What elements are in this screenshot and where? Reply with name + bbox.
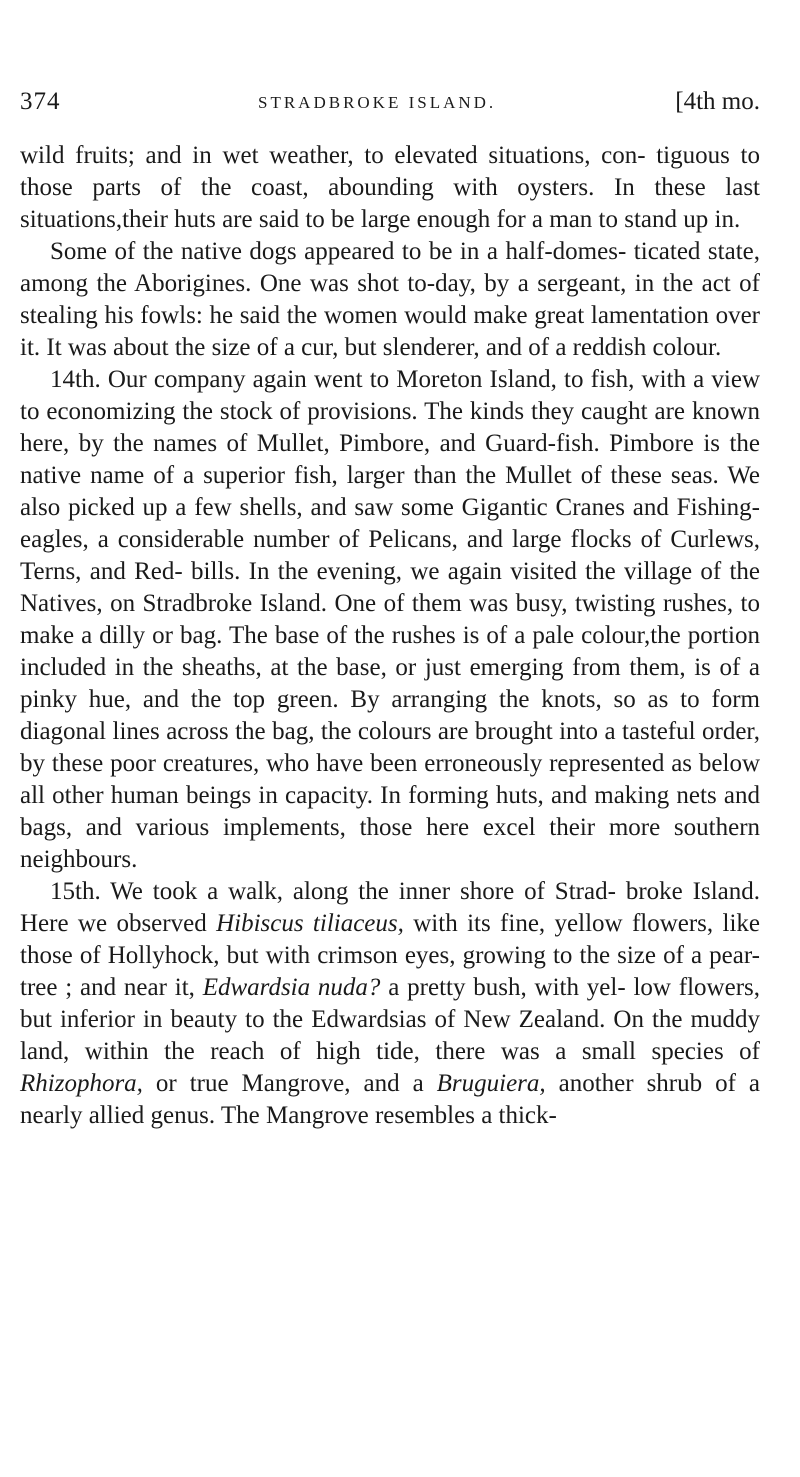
text-line: New Zealand. On the muddy land, within the reach [20, 1006, 761, 1065]
text-line: broke Island. Here we observed [20, 878, 760, 937]
page-number: 374 [20, 88, 61, 115]
text-line: In these last situations,their huts are said to be large enough [20, 174, 760, 233]
text-line: wild fruits; and in wet weather, to elevated situations, con- [20, 142, 646, 169]
text-line: capacity. In forming huts, and making nets and bags, and [20, 782, 760, 841]
text-line: the size of a cur, but slenderer, and of a reddish colour. [174, 334, 722, 361]
text-fragment: another shrub of a [545, 1070, 760, 1097]
text-line: Gigantic Cranes and Fishing-eagles, a considerable number [20, 494, 761, 553]
text-line: women would make great lamentation over it. It was about [20, 302, 761, 361]
text-line: diagonal lines across the bag, the colours are brought into [20, 718, 598, 745]
text-fragment: a pretty bush, with yel- [380, 974, 626, 1001]
paragraph [20, 236, 760, 364]
text-line: name of a superior fish, larger than the Mullet of these [90, 462, 662, 489]
paragraph [20, 876, 760, 1132]
text-line: and near it, [80, 974, 203, 1001]
text-line: erroneously represented as below all other human beings in [20, 750, 760, 809]
text-line: at the base, or just emerging from them, is of a pinky hue, [20, 654, 761, 713]
text-line: neighbours. [20, 846, 138, 873]
text-line: Some of the native dogs appeared to be in a half-domes- [50, 238, 627, 265]
species-name: Rhizophora, [20, 1070, 143, 1097]
text-line: Natives, on Stradbroke Island. One of them was busy, [20, 590, 568, 617]
page-header [20, 88, 760, 118]
text-line: for a man to stand up in. [496, 206, 741, 233]
running-head: STRADBROKE ISLAND. [258, 93, 497, 112]
species-name: Bruguiera, [436, 1070, 546, 1097]
species-name: Hibiscus tiliaceus, [216, 910, 404, 937]
paragraph [20, 364, 760, 876]
header-date: [4th mo. [675, 88, 760, 115]
text-line: 15th. We took a walk, along the inner shore of Strad- [50, 878, 616, 905]
text-line: nearly allied genus. The Mangrove resembles a thick- [20, 1102, 557, 1129]
text-line: fish, with a view to economizing the stock of provisions. [20, 366, 760, 425]
text-line: of Pelicans, and large flocks of Curlews, Terns, and Red- [20, 526, 760, 585]
text-line: rushes is of a pale colour,the portion included in the sheaths, [20, 622, 761, 681]
text-line: The kinds they caught are known here, by the names of [20, 398, 760, 457]
text-fragment: with [403, 910, 458, 937]
paragraph [20, 140, 760, 236]
text-line: Mullet, Pimbore, and Guard-fish. Pimbore is the native [20, 430, 760, 489]
text-line: or true Mangrove, and a [155, 1070, 437, 1097]
page-body [20, 140, 760, 1132]
text-line: various implements, those here excel their more southern [135, 814, 761, 841]
text-line: bills. In the evening, we again visited the village of the [191, 558, 761, 585]
text-line: tiguous to those parts of the coast, abounding with oysters. [20, 142, 760, 201]
text-line: seas. We also picked up a few shells, and saw some [20, 462, 761, 521]
text-line: of high tide, there was a small species of [279, 1038, 760, 1065]
text-line: a tasteful order, by these poor creatures, who have been [20, 718, 761, 777]
text-line: its fine, yellow flowers, like those of Hollyhock, but [20, 910, 761, 969]
text-line: twisting rushes, to make a dilly or bag. The base of the [20, 590, 760, 649]
text-line: with crimson eyes, growing to the size of a pear-tree ; [20, 942, 760, 1001]
species-name: Edwardsia nuda? [202, 974, 381, 1001]
text-line: 14th. Our company again went to Moreton Island, to [50, 366, 584, 393]
text-line: and the top green. By arranging the knots, so as to form [142, 686, 760, 713]
text-line: low flowers, but inferior in beauty to the Edwardsias of [20, 974, 761, 1033]
text-line: by a sergeant, in the act of stealing his fowls: he said the [20, 270, 761, 329]
text-line: ticated state, among the Aborigines. One was shot to-day, [20, 238, 760, 297]
